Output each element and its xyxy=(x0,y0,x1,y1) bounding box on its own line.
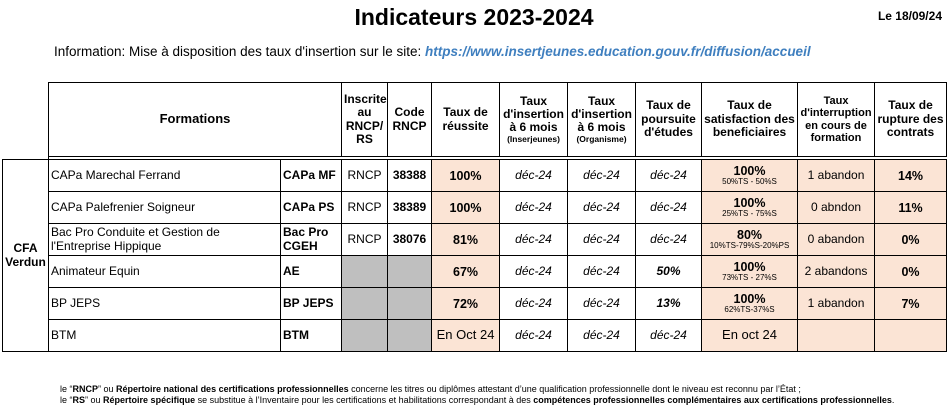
satisfaction-cell xyxy=(702,160,798,192)
insertion-organisme-value: déc-24 xyxy=(568,224,636,256)
col-rncp-rs: Inscrite au RNCP/ RS xyxy=(342,83,388,157)
rncp-status: RNCP xyxy=(342,224,388,256)
formation-code: BP JEPS xyxy=(281,288,342,320)
rncp-status xyxy=(342,288,388,320)
table-row xyxy=(3,320,947,352)
reussite-value: 67% xyxy=(432,256,500,288)
table-row xyxy=(3,192,947,224)
satisfaction-value: 80% xyxy=(737,228,763,243)
site-label: CFA Verdun xyxy=(3,160,49,352)
col-interruption: Taux d'interruption en cours de formation xyxy=(798,83,875,157)
col-insertion-inserjeunes xyxy=(500,83,568,157)
satisfaction-cell xyxy=(702,256,798,288)
reussite-value: 100% xyxy=(432,192,500,224)
satisfaction-detail: 50%TS - 50%S xyxy=(722,177,777,187)
footnote-term: RS xyxy=(72,395,86,406)
rupture-value: 0% xyxy=(875,224,947,256)
satisfaction-cell xyxy=(702,288,798,320)
header-blank xyxy=(3,83,49,157)
interruption-value: 0 abandon xyxy=(798,224,875,256)
satisfaction-cell xyxy=(702,320,798,352)
insertion-inserjeunes-value: déc-24 xyxy=(500,224,568,256)
col-insertion-organisme-label: Taux d'insertion à 6 mois xyxy=(571,93,632,135)
table-row xyxy=(3,288,947,320)
formation-code: AE xyxy=(281,256,342,288)
footnote-text: le “ xyxy=(60,384,73,394)
rupture-value xyxy=(875,320,947,352)
formation-code: BTM xyxy=(281,320,342,352)
formation-code: CAPa MF xyxy=(281,160,342,192)
satisfaction-detail: 10%TS-79%S-20%PS xyxy=(709,241,790,251)
insertion-inserjeunes-value: déc-24 xyxy=(500,192,568,224)
poursuite-value: déc-24 xyxy=(636,224,702,256)
insertion-organisme-value: déc-24 xyxy=(568,320,636,352)
formation-code: Bac Pro CGEH xyxy=(281,224,342,256)
reussite-value: 100% xyxy=(432,160,500,192)
rupture-value: 0% xyxy=(875,256,947,288)
satisfaction-cell xyxy=(702,224,798,256)
formation-name: BP JEPS xyxy=(49,288,281,320)
satisfaction-detail: 62%TS-37%S xyxy=(724,305,775,315)
insertion-inserjeunes-value: déc-24 xyxy=(500,160,568,192)
rupture-value: 14% xyxy=(875,160,947,192)
info-line xyxy=(54,44,811,59)
satisfaction-value: 100% xyxy=(733,164,766,179)
col-rupture: Taux de rupture des contrats xyxy=(875,83,947,157)
footnote-rncp xyxy=(60,384,894,395)
poursuite-value: 13% xyxy=(636,288,702,320)
rupture-value: 11% xyxy=(875,192,947,224)
footnote-text: le “ xyxy=(60,395,73,406)
footnotes xyxy=(60,384,894,407)
footnote-rs xyxy=(60,395,894,406)
insertion-organisme-value: déc-24 xyxy=(568,192,636,224)
poursuite-value: déc-24 xyxy=(636,192,702,224)
footnote-text: concerne les titres ou diplômes attestant d’une qualification professionnelle dont le niveau est reconnu par l’État ; xyxy=(348,384,801,394)
interruption-value: 1 abandon xyxy=(798,288,875,320)
info-text: Information: Mise à disposition des taux d'insertion sur le site: xyxy=(54,44,426,59)
insertion-inserjeunes-value: déc-24 xyxy=(500,288,568,320)
footnote-term: Répertoire national des certifications professionnelles xyxy=(116,384,349,394)
report-date: Le 18/09/24 xyxy=(877,9,942,23)
code-rncp: 38388 xyxy=(388,160,432,192)
reussite-value: 81% xyxy=(432,224,500,256)
footnote-text: ” ou xyxy=(85,395,104,406)
formation-code: CAPa PS xyxy=(281,192,342,224)
col-satisfaction: Taux de satisfaction des beneficiaires xyxy=(702,83,798,157)
table-row xyxy=(3,256,947,288)
col-insertion-organisme-source: (Organisme) xyxy=(576,133,627,144)
reussite-value: En Oct 24 xyxy=(432,320,500,352)
insertion-inserjeunes-value: déc-24 xyxy=(500,320,568,352)
footnote-text: . xyxy=(891,395,895,406)
formation-name: Bac Pro Conduite et Gestion de l'Entreprise Hippique xyxy=(49,224,281,256)
satisfaction-value: 100% xyxy=(733,292,766,307)
insertion-inserjeunes-value: déc-24 xyxy=(500,256,568,288)
interruption-value xyxy=(798,320,875,352)
page-title: Indicateurs 2023-2024 xyxy=(354,4,594,30)
formation-name: Animateur Equin xyxy=(49,256,281,288)
info-link[interactable]: https://www.insertjeunes.education.gouv.fr/diffusion/accueil xyxy=(425,44,811,59)
formation-name: CAPa Marechal Ferrand xyxy=(49,160,281,192)
rncp-status xyxy=(342,256,388,288)
footnote-term: RNCP xyxy=(72,384,99,394)
satisfaction-value: 100% xyxy=(733,260,766,275)
code-rncp: 38076 xyxy=(388,224,432,256)
rupture-value: 7% xyxy=(875,288,947,320)
footnote-text: se substitue à l’Inventaire pour les certifications et habilitations correspondant à des xyxy=(195,395,534,406)
poursuite-value: déc-24 xyxy=(636,160,702,192)
rncp-status: RNCP xyxy=(342,160,388,192)
code-rncp: 38389 xyxy=(388,192,432,224)
satisfaction-value: En oct 24 xyxy=(722,327,777,343)
footnote-term: Répertoire spécifique xyxy=(103,395,196,406)
col-poursuite: Taux de poursuite d'études xyxy=(636,83,702,157)
col-insertion-organisme xyxy=(568,83,636,157)
col-code-rncp: Code RNCP xyxy=(388,83,432,157)
reussite-value: 72% xyxy=(432,288,500,320)
formation-name: CAPa Palefrenier Soigneur xyxy=(49,192,281,224)
satisfaction-detail: 73%TS - 27%S xyxy=(722,273,777,283)
interruption-value: 2 abandons xyxy=(798,256,875,288)
code-rncp xyxy=(388,320,432,352)
code-rncp xyxy=(388,256,432,288)
insertion-organisme-value: déc-24 xyxy=(568,288,636,320)
interruption-value: 0 abndon xyxy=(798,192,875,224)
table-row xyxy=(3,160,947,192)
rncp-status xyxy=(342,320,388,352)
interruption-value: 1 abandon xyxy=(798,160,875,192)
insertion-organisme-value: déc-24 xyxy=(568,256,636,288)
formation-name: BTM xyxy=(49,320,281,352)
code-rncp xyxy=(388,288,432,320)
header-row xyxy=(3,83,947,157)
col-formations: Formations xyxy=(49,83,342,157)
satisfaction-cell xyxy=(702,192,798,224)
col-insertion-inserjeunes-label: Taux d'insertion à 6 mois xyxy=(503,93,564,135)
satisfaction-detail: 25%TS - 75%S xyxy=(722,209,777,219)
poursuite-value: déc-24 xyxy=(636,320,702,352)
footnote-text: ” ou xyxy=(98,384,117,394)
col-reussite: Taux de réussite xyxy=(432,83,500,157)
poursuite-value: 50% xyxy=(636,256,702,288)
indicators-table xyxy=(2,82,947,352)
table-row xyxy=(3,224,947,256)
insertion-organisme-value: déc-24 xyxy=(568,160,636,192)
rncp-status: RNCP xyxy=(342,192,388,224)
footnote-term: compétences professionnelles complémentaires aux certifications professionnelles xyxy=(533,395,892,406)
col-insertion-inserjeunes-source: (Inserjeunes) xyxy=(507,133,560,144)
satisfaction-value: 100% xyxy=(733,196,766,211)
